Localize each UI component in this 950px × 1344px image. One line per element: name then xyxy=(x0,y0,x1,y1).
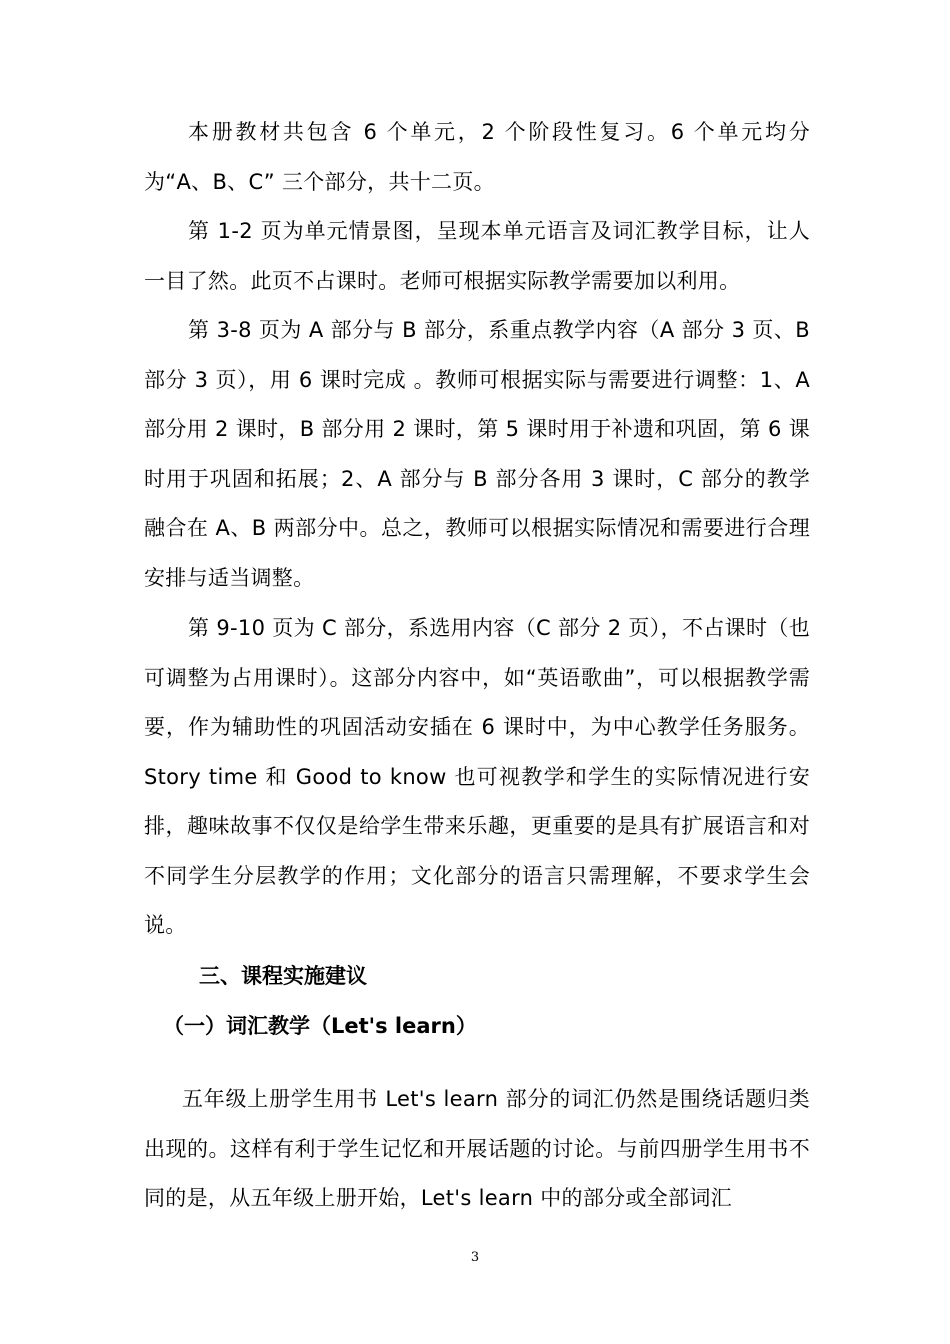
paragraph-pages-9-10: 第 9-10 页为 C 部分，系选用内容（C 部分 2 页），不占课时（也可调整为占用课时）。这部分内容中，如“英语歌曲”，可以根据教学需要，作为辅助性的巩固活动安插在 6 课时中，为中心教学任务服务。Story time 和 Good to know 也可视教学和学生的实际情况进行安排，趣味故事不仅仅是给学生带来乐趣，更重要的是具有扩展语言和对不同学生分层教学的作用；文化部分的语言只需理解，不要求学生会说。 xyxy=(144,616,810,937)
subsection-heading: （一）词汇教学（Let's learn） xyxy=(163,1014,477,1038)
paragraph-pages-3-8: 第 3-8 页为 A 部分与 B 部分，系重点教学内容（A 部分 3 页、B 部分 3 页），用 6 课时完成 。教师可根据实际与需要进行调整：1、A 部分用 2 课时，B 部分用 2 课时，第 5 课时用于补遗和巩固，第 6 课时用于巩固和拓展；2、A 部分与 B 部分各用 3 课时，C 部分的教学融合在 A、B 两部分中。总之，教师可以根据实际情况和需要进行合理安排与适当调整。 xyxy=(144,318,810,590)
paragraph-vocabulary: 五年级上册学生用书 Let's learn 部分的词汇仍然是围绕话题归类出现的。这样有利于学生记忆和开展话题的讨论。与前四册学生用书不同的是，从五年级上册开始，Let's learn 中的部分或全部词汇 xyxy=(144,1087,810,1210)
page-number: 3 xyxy=(470,1250,480,1265)
paragraph-units-overview: 本册教材共包含 6 个单元，2 个阶段性复习。6 个单元均分为“A、B、C” 三个部分，共十二页。 xyxy=(144,120,810,194)
section-heading: 三、课程实施建议 xyxy=(199,964,367,988)
paragraph-pages-1-2: 第 1-2 页为单元情景图，呈现本单元语言及词汇教学目标，让人一目了然。此页不占课时。老师可根据实际教学需要加以利用。 xyxy=(144,219,810,293)
